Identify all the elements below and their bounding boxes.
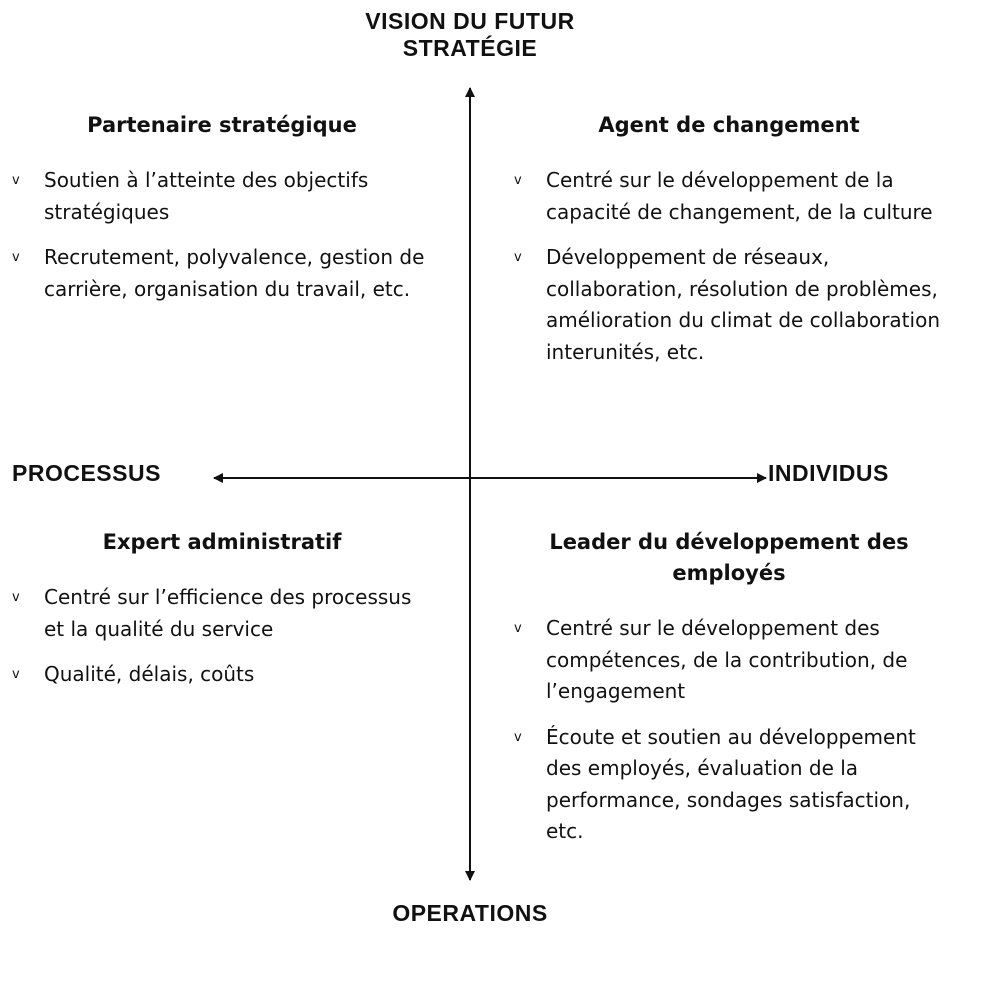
quadrant-list [12,165,432,305]
list-item [12,582,432,645]
list-item-text: Recrutement, polyvalence, gestion de carrière, organisation du travail, etc. [44,245,425,301]
axis-label-top-line-2: STRATÉGIE [402,35,538,61]
list-item-text: Centré sur l’efficience des processus et la qualité du service [44,585,412,641]
list-item-text: Soutien à l’atteinte des objectifs stratégiques [44,168,369,224]
list-item-text: Centré sur le développement de la capacité de changement, de la culture [546,168,933,224]
list-item-text: Écoute et soutien au développement des employés, évaluation de la performance, sondages satisfaction, etc. [546,724,916,843]
list-item-text: Développement de réseaux, collaboration, résolution de problèmes, amélioration du climat de collaboration interunités, etc. [546,245,940,364]
bullet-icon: v [12,173,20,188]
bullet-icon: v [12,250,20,265]
quadrant-list [514,165,944,368]
bullet-icon: v [514,250,522,265]
quadrant-title: Leader du développement des employés [549,530,909,585]
axis-label-right: INDIVIDUS [768,460,889,486]
list-item [514,722,944,848]
list-item-text: Qualité, délais, coûts [44,662,255,686]
list-item [12,165,432,228]
quadrant-title: Agent de changement [598,113,860,137]
quadrant-top-right [514,110,944,382]
axis-label-left: PROCESSUS [12,460,161,486]
quadrant-bottom-right [514,527,944,862]
bullet-icon: v [514,621,522,636]
quadrant-title: Partenaire stratégique [87,113,357,137]
list-item [12,242,432,305]
bullet-icon: v [514,729,522,745]
quadrant-title: Expert administratif [102,530,342,554]
quadrant-bottom-left [12,527,432,705]
axis-label-top [300,8,640,62]
list-item [12,659,432,691]
list-item [514,242,944,368]
list-item-text: Centré sur le développement des compétences, de la contribution, de l’engagement [546,616,908,703]
axis-label-bottom: OPERATIONS [392,900,548,926]
list-item [514,165,944,228]
quadrant-list [12,582,432,691]
quadrant-top-left [12,110,432,319]
bullet-icon: v [12,667,20,682]
list-item [514,613,944,708]
quadrant-list [514,613,944,848]
bullet-icon: v [514,173,522,188]
bullet-icon: v [12,590,20,605]
axis-label-top-line-1: VISION DU FUTUR [365,8,575,34]
